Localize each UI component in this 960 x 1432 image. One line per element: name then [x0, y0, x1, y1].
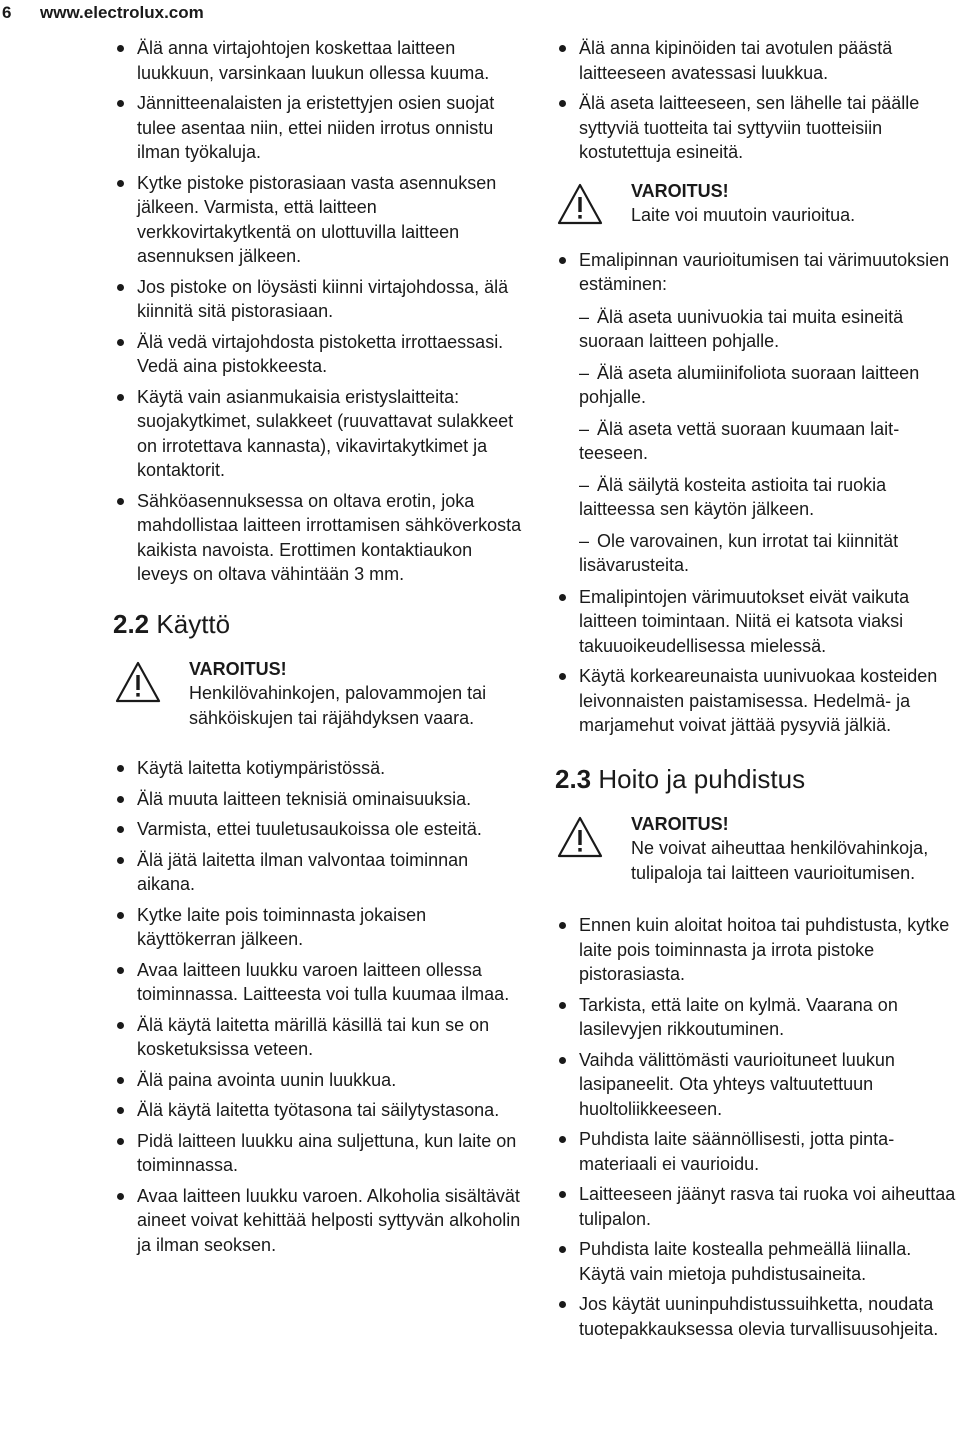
section-title: Käyttö [156, 608, 231, 639]
safety-list-electrical [113, 36, 528, 587]
safety-list-cleaning [555, 913, 960, 1341]
list-item: Avaa laitteen luukku varoen laitteen ollessa toiminnassa. Laitteesta voi tulla kuumaa ilmaa. [113, 958, 528, 1007]
list-item: Älä käytä laitetta märillä käsillä tai kun se on kosketuksissa veteen. [113, 1013, 528, 1062]
list-item: Älä muuta laitteen teknisiä ominaisuuksia. [113, 787, 528, 812]
list-item: Jos käytät uuninpuhdistussuihketta, noudata tuotepakkauksessa olevia turvallisuusohjeita. [555, 1292, 960, 1341]
section-number: 2.3 [555, 763, 592, 794]
warning-text: Laite voi muutoin vaurioitua. [631, 205, 856, 225]
list-item: Puhdista laite kostealla pehmeällä liinalla. Käytä vain mietoja puhdistusaineita. [555, 1237, 960, 1286]
warning-title: VAROITUS! [189, 658, 287, 679]
list-item: Ennen kuin aloitat hoitoa tai puhdistusta, kytke laite pois toiminnasta ja irrota pistoke pistorasiasta. [555, 913, 960, 987]
section-number: 2.2 [113, 608, 150, 639]
warning-title: VAROITUS! [631, 180, 729, 201]
list-item: Jännitteenalaisten ja eristettyjen osien suojat tulee asentaa niin, ettei niiden irrotus onnistu ilman työkaluja. [113, 91, 528, 165]
safety-list-fire [555, 36, 960, 165]
site-url: www.electrolux.com [40, 3, 204, 22]
dash-item: – Älä säilytä kosteita astioita tai ruokia laitteessa sen käytön jälkeen. [555, 473, 960, 522]
list-item: Sähköasennuksessa on oltava erotin, joka mahdollistaa laitteen irrottamisen sähköverkosta kaikista navoista. Erottimen kontaktiaukon leveys on oltava vähintään 3 mm. [113, 489, 528, 587]
list-item: Avaa laitteen luukku varoen. Alkoholia sisältävät aineet voivat kehittää helposti syttyvän alkoholin ja ilman seoksen. [113, 1184, 528, 1258]
list-item: Tarkista, että laite on kylmä. Vaarana on lasilevyjen rikkoutuminen. [555, 993, 960, 1042]
safety-list-enamel [555, 248, 960, 738]
list-item: Kytke laite pois toiminnasta jokaisen käyttökerran jälkeen. [113, 903, 528, 952]
dash-item: – Älä aseta alumiinifoliota suoraan laitteen pohjalle. [555, 361, 960, 410]
list-item: Jos pistoke on löysästi kiinni virtajohdossa, älä kiinnitä sitä pistorasiaan. [113, 275, 528, 324]
safety-list-use [113, 756, 528, 1257]
warning-text: Henkilövahinkojen, palovammojen tai sähköiskujen tai räjähdyksen vaara. [189, 683, 487, 728]
warning-title: VAROITUS! [631, 813, 729, 834]
warning-box [555, 812, 960, 886]
list-item: Käytä vain asianmukaisia eristyslaitteita: suojakytkimet, sulakkeet (ruuvattavat sulakkeet on irrotettava kannasta), vikavirtakytkimet ja kontaktorit. [113, 385, 528, 483]
list-item: Älä aseta laitteeseen, sen lähelle tai päälle syttyviä tuotteita tai syttyviin tuotteisiin kostutettuja esineitä. [555, 91, 960, 165]
list-item: Älä jätä laitetta ilman valvontaa toiminnan aikana. [113, 848, 528, 897]
warning-box [113, 657, 528, 731]
dash-item: – Ole varovainen, kun irrotat tai kiinnität lisävarusteita. [555, 529, 960, 578]
section-heading-use [113, 609, 528, 639]
dash-item: – Älä aseta vettä suoraan kuumaan laitteeseen. [555, 417, 960, 466]
page-header [0, 0, 204, 26]
section-title: Hoito ja puhdistus [598, 763, 806, 794]
list-item: Älä paina avointa uunin luukkua. [113, 1068, 528, 1093]
page-number: 6 [2, 3, 12, 22]
warning-triangle-icon [115, 661, 161, 703]
warning-triangle-icon [557, 183, 603, 225]
list-item: Laitteeseen jäänyt rasva tai ruoka voi aiheuttaa tulipalon. [555, 1182, 960, 1231]
list-item: Älä anna virtajohtojen koskettaa laitteen luukkuun, varsinkaan luukun ollessa kuuma. [113, 36, 528, 85]
list-item: Älä vedä virtajohdosta pistoketta irrottaessasi. Vedä aina pistokkeesta. [113, 330, 528, 379]
list-item: Emalipinnan vaurioitumisen tai värimuutoksien estäminen: [555, 248, 960, 297]
warning-triangle-icon [557, 816, 603, 858]
list-item: Puhdista laite säännöllisesti, jotta pintamateriaali ei vaurioidu. [555, 1127, 960, 1176]
list-item: Emalipintojen värimuutokset eivät vaikuta laitteen toimintaan. Niitä ei katsota viaksi takuuoikeudellisessa mielessä. [555, 585, 960, 659]
list-item: Käytä korkeareunaista uunivuokaa kosteiden leivonnaisten paistamisessa. Hedelmä- ja marjamehut voivat jättää pysyviä jälkiä. [555, 664, 960, 738]
dash-item: – Älä aseta uunivuokia tai muita esineitä suoraan laitteen pohjalle. [555, 305, 960, 354]
list-item: Varmista, ettei tuuletusaukoissa ole esteitä. [113, 817, 528, 842]
left-column [113, 36, 528, 1263]
list-item: Pidä laitteen luukku aina suljettuna, kun laite on toiminnassa. [113, 1129, 528, 1178]
right-column [555, 36, 960, 1347]
warning-box [555, 179, 960, 228]
list-item: Kytke pistoke pistorasiaan vasta asennuksen jälkeen. Varmista, että laitteen verkkovirtakytkentä on ulottuvilla laitteen asennuksen jälkeen. [113, 171, 528, 269]
list-item: Vaihda välittömästi vaurioituneet luukun lasipaneelit. Ota yhteys valtuutettuun huoltoliikkeeseen. [555, 1048, 960, 1122]
warning-text: Ne voivat aiheuttaa henkilövahinkoja, tulipaloja tai laitteen vaurioitumisen. [631, 838, 929, 883]
list-item: Älä anna kipinöiden tai avotulen päästä laitteeseen avatessasi luukkua. [555, 36, 960, 85]
list-item: Älä käytä laitetta työtasona tai säilytystasona. [113, 1098, 528, 1123]
section-heading-care [555, 764, 960, 794]
list-item: Käytä laitetta kotiympäristössä. [113, 756, 528, 781]
